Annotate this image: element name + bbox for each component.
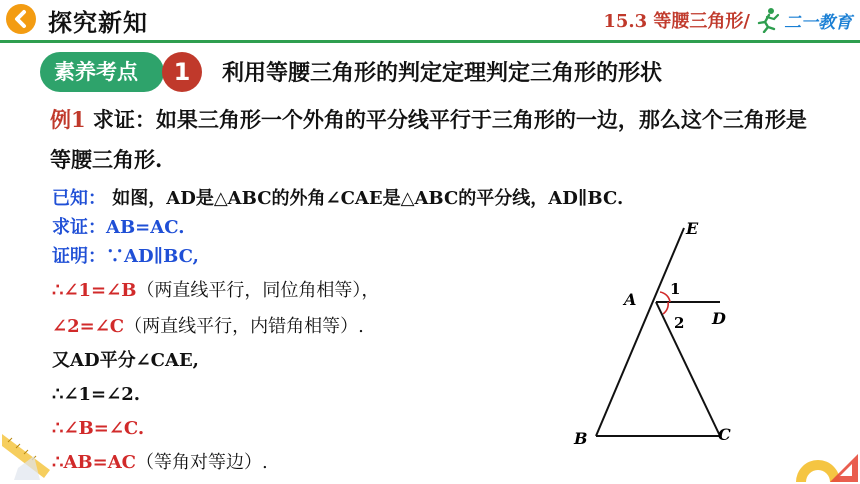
proof-line <box>52 244 199 270</box>
proof-label: 证明： <box>52 246 106 267</box>
label-e: E <box>686 219 699 238</box>
known-label: 已知： <box>52 188 106 209</box>
step-3 <box>52 348 199 374</box>
known-line <box>52 186 623 212</box>
known-text: 如图，AD是△ABC的外角∠CAE是△ABC的平分线，AD∥BC. <box>106 188 624 209</box>
step-6-reason: （等角对等边）. <box>136 452 268 473</box>
step-1-reason: （两直线平行，同位角相等）， <box>136 280 380 301</box>
step-2-statement: ∠2=∠C <box>52 316 125 337</box>
section-title: 探究新知 <box>48 9 148 37</box>
step-1-statement: ∴∠1=∠B <box>52 280 137 301</box>
step-6 <box>52 450 268 476</box>
prove-label: 求证： <box>52 217 106 238</box>
label-a: A <box>624 290 637 309</box>
header-divider <box>0 40 860 43</box>
segment-ac <box>656 302 720 436</box>
step-3-statement: 又AD平分∠CAE, <box>52 350 199 371</box>
step-6-statement: ∴AB=AC <box>52 452 137 473</box>
label-angle-2: 2 <box>674 314 685 332</box>
label-c: C <box>718 425 731 444</box>
step-1 <box>52 278 379 304</box>
runner-logo-icon <box>754 7 782 33</box>
topic-badge: 素养考点 <box>40 52 164 92</box>
header-bar <box>0 0 860 40</box>
protractor-decoration-icon <box>790 448 860 484</box>
triangle-figure <box>560 214 760 454</box>
step-2-reason: （两直线平行，内错角相等）. <box>124 316 364 337</box>
step-4 <box>52 382 140 408</box>
prove-text: AB=AC. <box>106 217 185 238</box>
lesson-info <box>603 6 852 34</box>
brand-logo <box>754 7 852 33</box>
example-text: 求证：如果三角形一个外角的平分线平行于三角形的一边，那么这个三角形是等腰三角形. <box>50 107 807 172</box>
lesson-title: 15.3 等腰三角形/ <box>603 11 750 32</box>
label-d: D <box>712 309 726 328</box>
angle-2-arc <box>663 302 668 314</box>
angle-1-arc <box>660 292 670 302</box>
back-button[interactable] <box>6 4 36 34</box>
topic-number: 1 <box>162 52 202 92</box>
chevron-left-icon <box>6 4 36 34</box>
example-statement <box>50 100 820 180</box>
step-5-statement: ∴∠B=∠C. <box>52 418 145 439</box>
ruler-decoration-icon <box>0 430 56 484</box>
step-5 <box>52 416 144 442</box>
topic-title: 利用等腰三角形的判定定理判定三角形的形状 <box>222 61 663 86</box>
brand-name: 二一教育 <box>784 12 852 33</box>
label-b: B <box>574 429 588 448</box>
step-4-statement: ∴∠1=∠2. <box>52 384 141 405</box>
step-2 <box>52 314 364 340</box>
proof-text: ∵AD∥BC, <box>106 246 199 267</box>
label-angle-1: 1 <box>670 280 681 298</box>
prove-line <box>52 215 185 241</box>
example-label: 例1 <box>50 107 86 132</box>
